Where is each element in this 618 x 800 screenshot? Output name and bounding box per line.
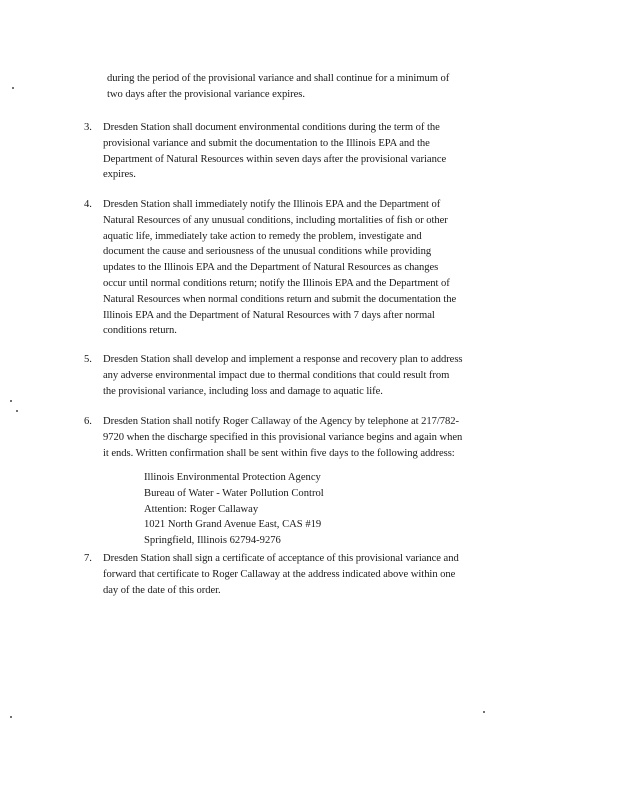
address-line: 1021 North Grand Avenue East, CAS #19 bbox=[144, 519, 322, 531]
text-line: Department of Natural Resources within seven days after the provisional variance bbox=[103, 153, 447, 165]
text-line: expires. bbox=[103, 169, 136, 181]
text-line: it ends. Written confirmation shall be sent within five days to the following address: bbox=[103, 447, 455, 459]
text-line: updates to the Illinois EPA and the Department of Natural Resources as changes bbox=[103, 262, 439, 274]
text-line: forward that certificate to Roger Callaway at the address indicated above within one bbox=[103, 568, 456, 580]
text-line: two days after the provisional variance expires. bbox=[107, 88, 305, 100]
text-line: conditions return. bbox=[103, 325, 177, 337]
scan-speck bbox=[10, 400, 12, 402]
scan-speck bbox=[483, 711, 485, 713]
text-line: Dresden Station shall notify Roger Callaway of the Agency by telephone at 217/782- bbox=[103, 416, 460, 427]
condition-item-7 bbox=[103, 551, 503, 598]
text-line: occur until normal conditions return; notify the Illinois EPA and the Department of bbox=[103, 277, 450, 289]
text-line: 9720 when the discharge specified in this provisional variance begins and again when bbox=[103, 431, 463, 443]
text-line: Illinois EPA and the Department of Natural Resources with 7 days after normal bbox=[103, 309, 435, 321]
text-line: Dresden Station shall develop and implement a response and recovery plan to address bbox=[103, 354, 463, 365]
text-line: the provisional variance, including loss and damage to aquatic life. bbox=[103, 385, 383, 397]
text-line: day of the date of this order. bbox=[103, 584, 221, 596]
item-number: 3. bbox=[84, 122, 92, 133]
text-line: any adverse environmental impact due to thermal conditions that could result from bbox=[103, 369, 450, 381]
text-line: Dresden Station shall sign a certificate of acceptance of this provisional variance and bbox=[103, 553, 459, 564]
scan-speck bbox=[10, 716, 12, 718]
condition-item-3 bbox=[103, 120, 503, 183]
item-number: 5. bbox=[84, 354, 92, 365]
condition-item-5 bbox=[103, 352, 503, 399]
item-number: 4. bbox=[84, 199, 92, 210]
condition-item-4 bbox=[103, 197, 503, 339]
text-line: Dresden Station shall document environmental conditions during the term of the bbox=[103, 122, 440, 133]
scan-speck bbox=[16, 410, 18, 412]
address-line: Attention: Roger Callaway bbox=[144, 503, 259, 515]
text-line: aquatic life, immediately take action to remedy the problem, investigate and bbox=[103, 230, 422, 242]
address-line: Illinois Environmental Protection Agency bbox=[144, 472, 321, 483]
address-line: Springfield, Illinois 62794-9276 bbox=[144, 535, 281, 547]
item-number: 6. bbox=[84, 416, 92, 427]
text-line: Dresden Station shall immediately notify the Illinois EPA and the Department of bbox=[103, 199, 441, 210]
address-line: Bureau of Water - Water Pollution Control bbox=[144, 487, 324, 499]
item-number: 7. bbox=[84, 553, 92, 564]
scan-speck bbox=[12, 87, 14, 89]
text-line: Natural Resources of any unusual conditions, including mortalities of fish or other bbox=[103, 214, 448, 226]
mailing-address bbox=[144, 470, 324, 549]
text-line: during the period of the provisional variance and shall continue for a minimum of bbox=[107, 73, 450, 84]
text-line: document the cause and seriousness of the unusual conditions while providing bbox=[103, 246, 432, 258]
condition-item-6 bbox=[103, 414, 503, 461]
text-line: provisional variance and submit the documentation to the Illinois EPA and the bbox=[103, 137, 430, 149]
continued-paragraph bbox=[107, 71, 507, 103]
text-line: Natural Resources when normal conditions return and submit the documentation the bbox=[103, 293, 457, 305]
